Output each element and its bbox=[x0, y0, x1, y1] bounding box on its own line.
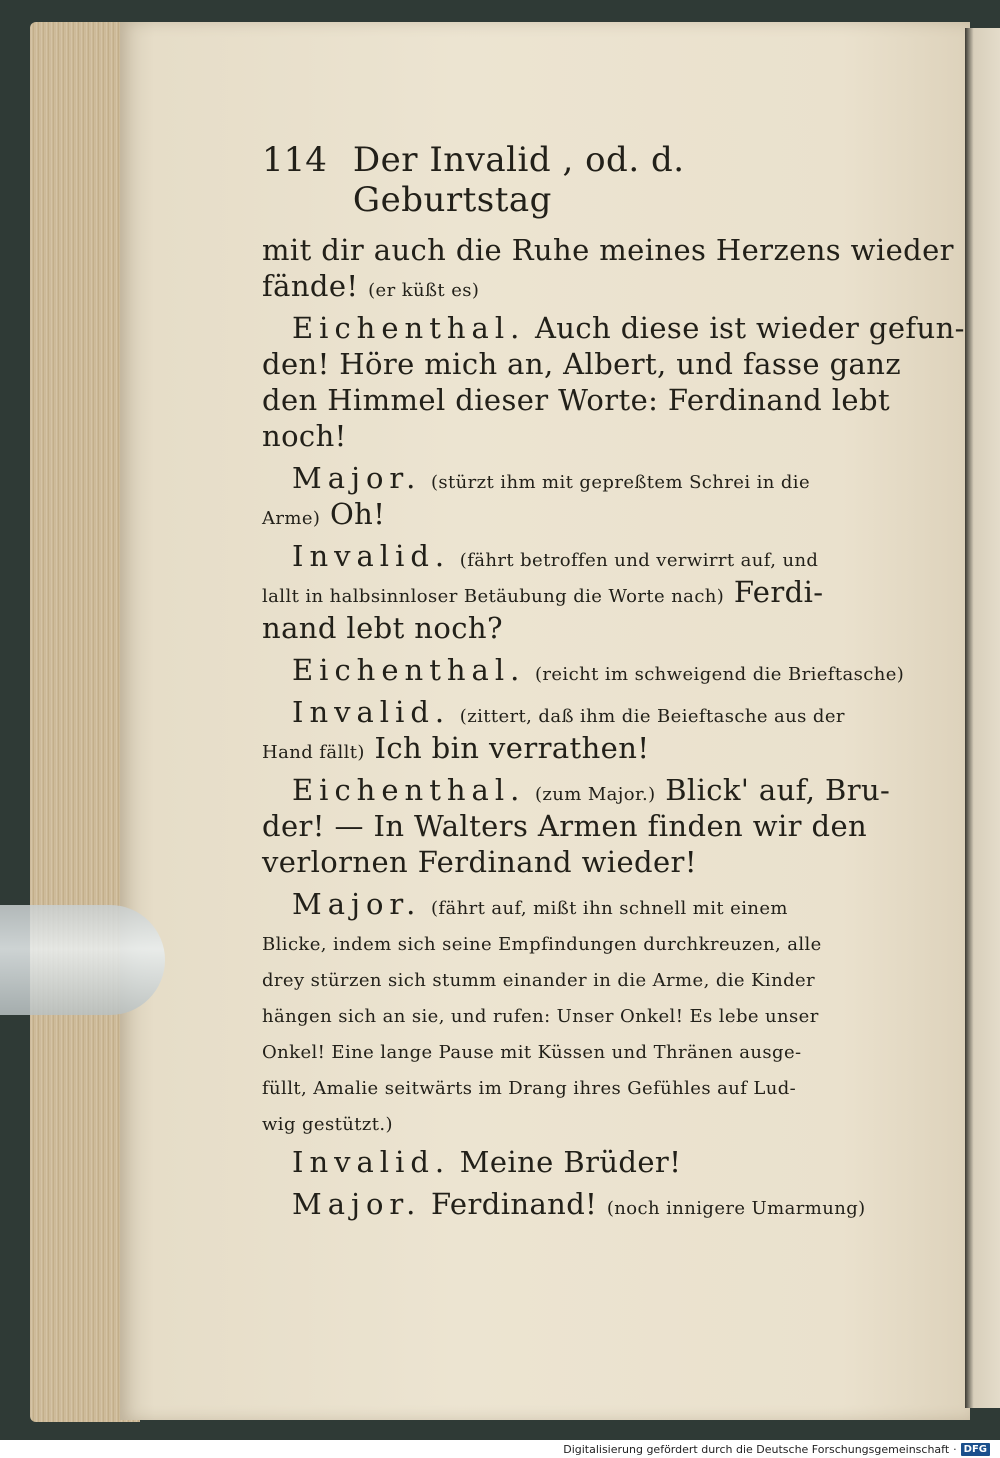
text-line: verlornen Ferdinand wieder! bbox=[262, 845, 697, 879]
speaker-name: Invalid. bbox=[292, 695, 451, 729]
page-holder-clip bbox=[0, 905, 165, 1015]
text-line: den! Höre mich an, Albert, und fasse ganz bbox=[262, 347, 901, 381]
speaker-name: Major. bbox=[292, 887, 422, 921]
running-header bbox=[262, 140, 862, 220]
speaker-name: Eichenthal. bbox=[292, 773, 526, 807]
speaker-name: Major. bbox=[292, 461, 422, 495]
text-line: den Himmel dieser Worte: Ferdinand lebt bbox=[262, 383, 891, 417]
facing-page-edge bbox=[965, 28, 1000, 1408]
text-line: Blicke, indem sich seine Empfindungen durchkreuzen, alle bbox=[262, 934, 822, 955]
speaker-name: Eichenthal. bbox=[292, 311, 526, 345]
text-line: Eichenthal. (zum Major.) Blick' auf, Bru- bbox=[292, 773, 891, 807]
text-line: noch! bbox=[262, 419, 347, 453]
text-line: lallt in halbsinnloser Betäubung die Worte nach) Ferdi- bbox=[262, 575, 824, 609]
dfg-logo-icon: DFG bbox=[961, 1443, 990, 1456]
text-line: Major. (fährt auf, mißt ihn schnell mit einem bbox=[292, 887, 788, 921]
text-line: Hand fällt) Ich bin verrathen! bbox=[262, 731, 650, 765]
text-line: nand lebt noch? bbox=[262, 611, 503, 645]
text-line: drey stürzen sich stumm einander in die Arme, die Kinder bbox=[262, 970, 816, 991]
text-line: der! — In Walters Armen finden wir den bbox=[262, 809, 868, 843]
text-line: hängen sich an sie, und rufen: Unser Onkel! Es lebe unser bbox=[262, 1006, 819, 1027]
text-line: Eichenthal. Auch diese ist wieder gefun- bbox=[292, 311, 965, 345]
text-line: wig gestützt.) bbox=[262, 1114, 393, 1135]
text-line: Invalid. (fährt betroffen und verwirrt auf, und bbox=[292, 539, 819, 573]
credit-text: Digitalisierung gefördert durch die Deutsche Forschungsgemeinschaft bbox=[563, 1442, 950, 1456]
text-line: Invalid. (zittert, daß ihm die Beieftasche aus der bbox=[292, 695, 845, 729]
text-line: Major. (stürzt ihm mit gepreßtem Schrei in die bbox=[292, 461, 811, 495]
digitization-credit-bar: Digitalisierung gefördert durch die Deutsche Forschungsgemeinschaft · DFG bbox=[0, 1440, 1000, 1458]
speaker-name: Major. bbox=[292, 1187, 422, 1221]
speaker-name: Invalid. bbox=[292, 539, 451, 573]
text-line: füllt, Amalie seitwärts im Drang ihres Gefühles auf Lud- bbox=[262, 1078, 797, 1099]
text-line: Invalid. Meine Brüder! bbox=[292, 1145, 682, 1179]
text-line: Eichenthal. (reicht im schweigend die Brieftasche) bbox=[292, 653, 905, 687]
speaker-name: Eichenthal. bbox=[292, 653, 526, 687]
text-line: fände! (er küßt es) bbox=[262, 269, 480, 303]
text-line: mit dir auch die Ruhe meines Herzens wieder bbox=[262, 233, 954, 267]
text-line: Major. Ferdinand! (noch innigere Umarmung) bbox=[292, 1187, 866, 1221]
running-title: Der Invalid , od. d. Geburtstag bbox=[352, 140, 685, 220]
speaker-name: Invalid. bbox=[292, 1145, 451, 1179]
page-number: 114 bbox=[262, 140, 327, 180]
text-line: Arme) Oh! bbox=[262, 497, 386, 531]
text-line: Onkel! Eine lange Pause mit Küssen und Thränen ausge- bbox=[262, 1042, 802, 1063]
page-text bbox=[262, 140, 965, 1222]
